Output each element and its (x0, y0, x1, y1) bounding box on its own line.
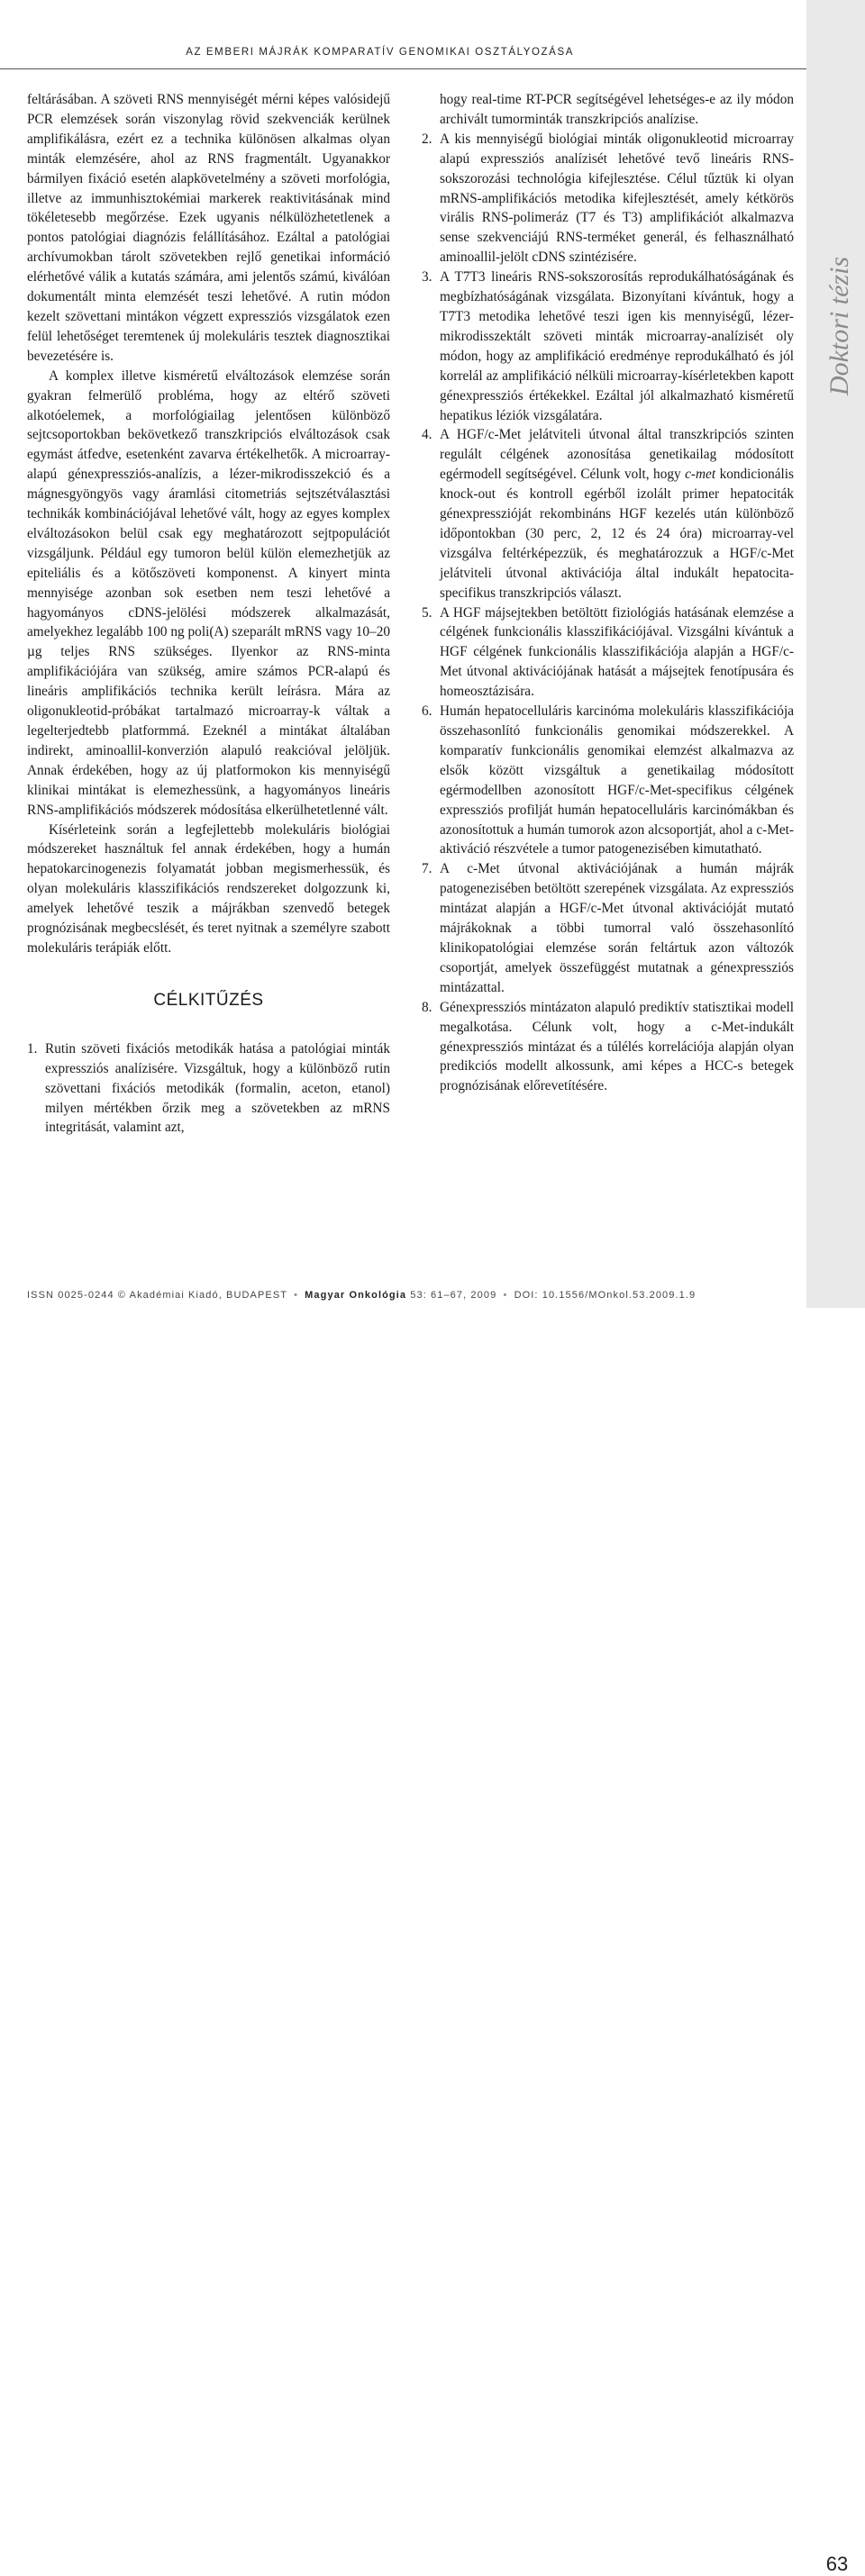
objective-item (422, 425, 794, 603)
objective-item (422, 130, 794, 268)
objective-text-after: kondicionális knock-out és kontroll egérből izolált primer hepatociták génexpresszióját rekombináns HGF kezelés után különböző időpontokban (30 perc, 2, 12 és 24 óra) microarray-vel vizsgálva feltérképezzük, és meghatározzuk a HGF/c-Met jelátviteli útvonal aktivációja által indukált hepatocita-specifikus transzkripciós választ. (440, 467, 794, 601)
objective-number: 5. (422, 604, 432, 621)
objective-item (422, 702, 794, 859)
objectives-list (422, 130, 794, 1096)
objective-number: 2. (422, 131, 432, 147)
footer-journal: Magyar Onkológia (305, 1290, 407, 1301)
objective-number: 4. (422, 427, 432, 443)
footer-copyright: © Akadémiai Kiadó, BUDAPEST (117, 1290, 287, 1301)
objective-text: A c-Met útvonal aktivációjának a humán májrák patogenezisében betöltött szerepének vizsgálata. Az expressziós mintázat alapján a HGF/c-Met útvonal aktivációját mutató májrákoknak a többi tumorral való összehasonlító klinikopatológiai elemzése során feltártuk azon változók csoportját, amelyek összefüggést mutatnak a génexpressziós mintázattal. (440, 861, 794, 995)
objective-number: 7. (422, 861, 432, 877)
footer-bullet: • (503, 1290, 508, 1301)
body-paragraph: Kísérleteink során a legfejlettebb molekuláris biológiai módszereket használtuk fel annak érdekében, hogy a humán hepatokarcinogenezis folyamatát jobban megismerhessük, és olyan molekuláris klasszifikációs rendszereket dolgozzunk ki, amelyek lehetővé teszik a májrákban szenvedő betegek prognózisának megbecslését, és teret nyitnak a személyre szabott molekuláris terápiák előtt. (27, 821, 390, 956)
left-column (27, 90, 390, 1138)
objective-continuation: hogy real-time RT-PCR segítségével lehetséges-e az ily módon archivált tumorminták transzkripciós analízise. (440, 92, 794, 127)
right-column (422, 90, 794, 1096)
footer-doi: DOI: 10.1556/MOnkol.53.2009.1.9 (514, 1290, 697, 1301)
running-title: AZ EMBERI MÁJRÁK KOMPARATÍV GENOMIKAI OSZTÁLYOZÁSA (186, 47, 574, 58)
objective-text: A kis mennyiségű biológiai minták oligonukleotid microarray alapú expressziós analízisét lehetővé tevő lineáris RNS-sokszorozási technológia kifejlesztése. Célul tűztük ki olyan mRNS-amplifikációs metodika kifejlesztését, amely kétkörös virális RNS-polimeráz (T7 és T3) amplifikációt alkalmazva sense szekvenciájú RNS-terméket generál, és felhasználható aminoallil-jelölt cDNS szintézisére. (440, 131, 794, 266)
footer-issn: ISSN 0025-0244 (27, 1290, 114, 1301)
objective-item (422, 603, 794, 703)
body-paragraph: feltárásában. A szöveti RNS mennyiségét mérni képes valósidejű PCR elemzések során viszonylag rövid szekvenciák kerülnek amplifikálásra, ezért ez a technika különösen alkalmas olyan minták elemzésére, ahol az RNS fragmentált. Ugyanakkor bármilyen fixáció esetén alapkövetelmény a szöveti morfológia, illetve az immunhisztokémiai markerek reaktivitásának mind tökéletesebb megőrzése. Ezek ugyanis nélkülözhetetlenek a pontos patológiai diagnózis felállításához. Ezáltal a patológiai archívumokban tárolt szövetekben rejlő genetikai információ elérhetővé válik a kutatás számára, ami jelentős számú, kiválóan dokumentált minta elemzését teszi lehetővé. A rutin módon kezelt szövettani mintákon végzett expressziós vizsgálatok ezen felül lehetőséget teremtenek új molekuláris tesztek diagnosztikai bevezetésére is. (27, 92, 390, 364)
header-rule (0, 68, 806, 69)
objective-item (27, 1039, 390, 1138)
objective-number: 6. (422, 703, 432, 720)
objective-item (422, 998, 794, 1097)
objective-text: Génexpressziós mintázaton alapuló prediktív statisztikai modell megalkotása. Célunk volt, hogy a c-Met-indukált génexpressziós mintázat és a túlélés korrelációja alapján olyan predikciós modellt alkossunk, ami képes a HCC-s betegek prognózisának előrevetítésére. (440, 999, 794, 1094)
objectives-list (27, 1039, 390, 1138)
objective-number: 3. (422, 269, 432, 286)
body-paragraph: A komplex illetve kisméretű elváltozások elemzése során gyakran felmerülő probléma, hogy az eltérő szöveti alkotóelemek, a morfológiailag jelentősen különböző sejtcsoportokban bekövetkező transzkripciós elváltozások csak egymást átfedve, esetenként zavarva értékelhetők. A microarray-alapú génexpressziós-analízis, a lézer-mikrodisszekció és a mágnesgyöngyös vagy áramlási citometriás sejtszétválasztási technikák kombinációjával lehetővé vált, hogy az egyes komplex elváltozásokon belül csak egy meghatározott sejtpopulációt vizsgáljunk. Például egy tumoron belül külön elemezhetjük az epiteliális és a kötőszöveti komponenst. A kinyert minta mennyisége azonban sok esetben nem teszi lehetővé a hagyományos cDNS-jelölési módszerek alkalmazását, amelyekhez legalább 100 ng poli(A) szeparált mRNS vagy 10–20 µg teljes RNS szükséges. Ilyenkor az RNS-minta amplifikációjára van szükség, amire számos PCR-alapú és lineáris amplifikációs technika került leírásra. Mára az oligonukleotid-próbákat tartalmazó microarray-k váltak a legelterjedtebb platformmá. Ezeknél a mintákat általában indirekt, aminoallil-konverzión alapuló reakcióval jelöljük. Annak érdekében, hogy az új platformokon kis mennyiségű klinikai mintákat is elemezhessünk, a hagyományos lineáris RNS-amplifikációs módszerek módosítása elkerülhetetlenné vált. (27, 367, 390, 818)
objective-text-before: A HGF/c-Met jelátviteli útvonal által transzkripciós szinten regulált célgének azonosítása genetikailag módosított egérmodell segítségével. Célunk volt, hogy (440, 427, 794, 483)
footer-volume: 53: 61–67, 2009 (410, 1290, 497, 1301)
sidebar-band (806, 0, 865, 1308)
gene-name: c-met (685, 467, 716, 483)
sidebar-section-label: Doktori tézis (824, 256, 854, 396)
objective-text: A HGF májsejtekben betöltött fiziológiás hatásának elemzése a célgének funkcionális klasszifikációjával. Vizsgálni kívántuk a HGF célgének funkcionális klasszifikációja alapján a HGF/c-Met útvonal aktivációjának hatását a májsejtek fenotípusára és homeosztázisára. (440, 604, 794, 700)
objective-text: Humán hepatocelluláris karcinóma molekuláris klasszifikációja összehasonlító funkcionális genomikai módszerekkel. A komparatív funkcionális genomikai elemzést alkalmazva az elsők között vizsgáltuk a genetikailag módosított egérmodellben azonosított HGF/c-Met-specifikus célgének expressziós profilját humán hepatocelluláris karcinómákban és azonosítottuk a humán tumorok azon alcsoportját, ahol a c-Met-aktiváció részvétele a tumor patogenezisében kimutatható. (440, 703, 794, 857)
section-title: CÉLKITŰZÉS (153, 990, 264, 1010)
page-header (0, 0, 806, 68)
footer-citation-line (27, 1290, 696, 1301)
footer-bullet: • (294, 1290, 299, 1301)
page-footer (0, 1279, 865, 2575)
objective-text: A T7T3 lineáris RNS-sokszorosítás reprodukálhatóságának és megbízhatóságának vizsgálata. Bizonyítani kívántuk, hogy a T7T3 metodika lehetővé teszi igen kis mennyiségű, lézer-mikrodisszektált szöveti minták microarray-analízisét oly módon, hogy az amplifikáció eredménye reprodukálható és jól korrelál az amplifikáció nélküli microarray-kísérletekben kapott génexpressziós értékekkel. Ezáltal jól alkalmazható kisméretű hepatikus léziók vizsgálatára. (440, 269, 794, 423)
objective-number: 1. (27, 1040, 38, 1057)
objective-text: Rutin szöveti fixációs metodikák hatása a patológiai minták expressziós analízisére. Vizsgáltuk, hogy a különböző rutin szövettani fixációs metodikák (formalin, aceton, etanol) milyen mértékben őrzik meg a szövetekben az mRNS integritását, valamint azt, (45, 1040, 390, 1136)
objective-item (422, 268, 794, 425)
objective-number: 8. (422, 999, 432, 1015)
objective-item (422, 859, 794, 997)
page-number: 63 (825, 2553, 849, 2575)
